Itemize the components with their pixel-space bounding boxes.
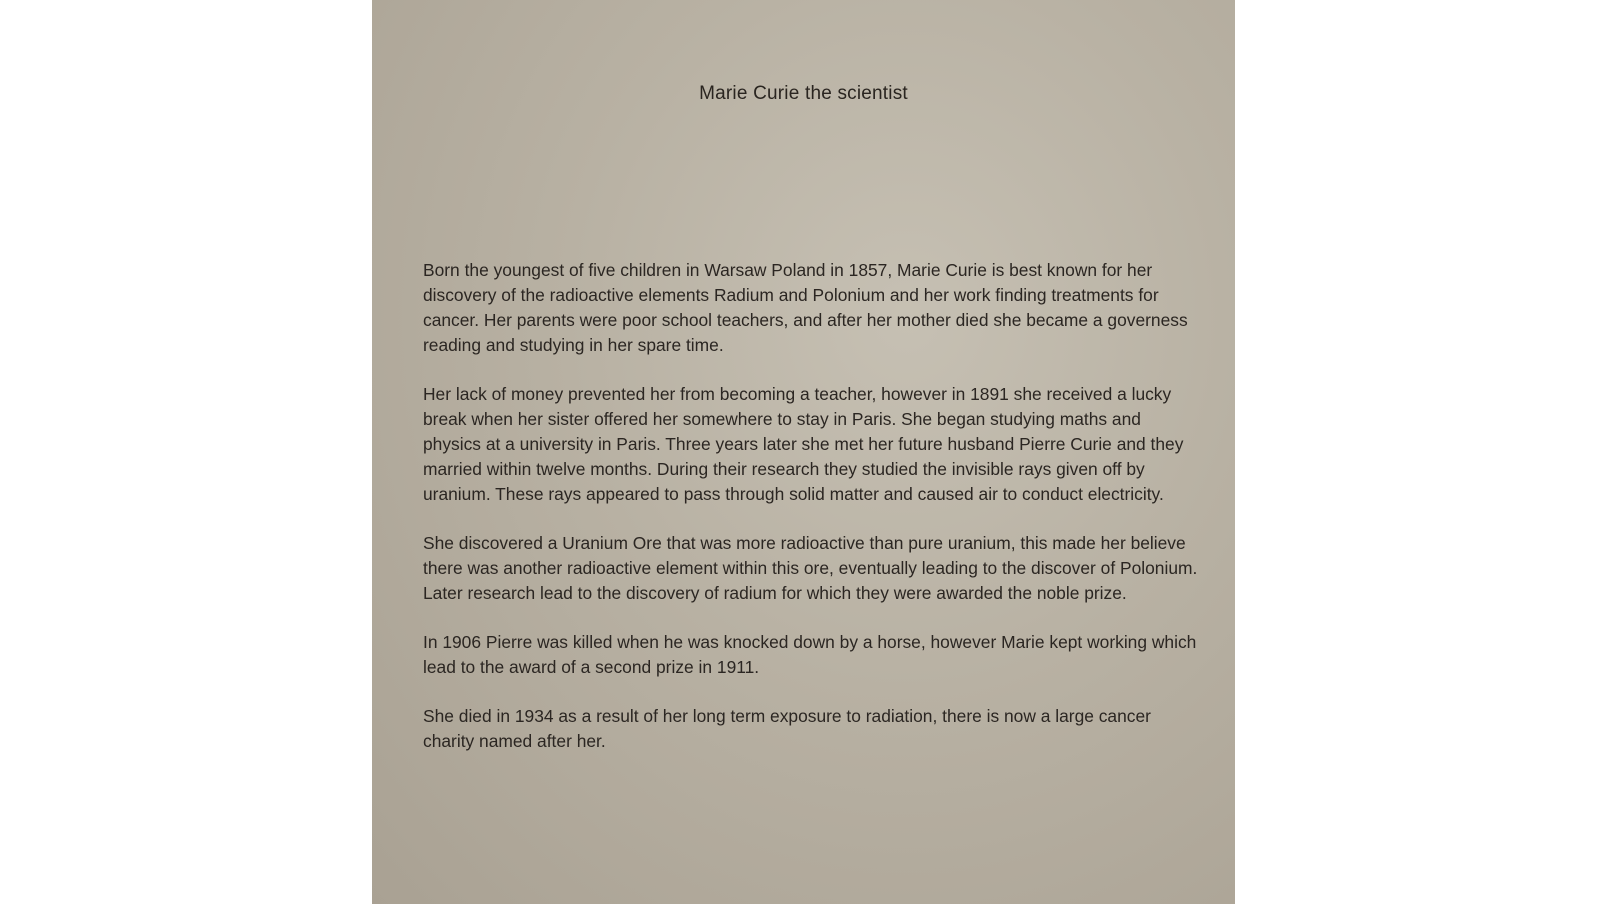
paragraph-3: She discovered a Uranium Ore that was more radioactive than pure uranium, this made her believe there was another radioactive element within this ore, eventually leading to the discover of Polonium. Later research lead to the discovery of radium for which they were awarded the noble prize.: [423, 533, 1198, 603]
document-title: Marie Curie the scientist: [699, 83, 908, 104]
paper-sheet: [372, 0, 1235, 904]
paragraph-4: In 1906 Pierre was killed when he was knocked down by a horse, however Marie kept working which lead to the award of a second prize in 1911.: [423, 632, 1197, 677]
document-body: [423, 258, 1203, 778]
paragraph-1: Born the youngest of five children in Warsaw Poland in 1857, Marie Curie is best known for her discovery of the radioactive elements Radium and Polonium and her work finding treatments for cancer. Her parents were poor school teachers, and after her mother died she became a governess reading and studying in her spare time.: [423, 260, 1188, 355]
paragraph-5: She died in 1934 as a result of her long term exposure to radiation, there is now a large cancer charity named after her.: [423, 706, 1151, 751]
paragraph-2: Her lack of money prevented her from becoming a teacher, however in 1891 she received a lucky break when her sister offered her somewhere to stay in Paris. She began studying maths and physics at a university in Paris. Three years later she met her future husband Pierre Curie and they married within twelve months. During their research they studied the invisible rays given off by uranium. These rays appeared to pass through solid matter and caused air to conduct electricity.: [423, 384, 1184, 504]
